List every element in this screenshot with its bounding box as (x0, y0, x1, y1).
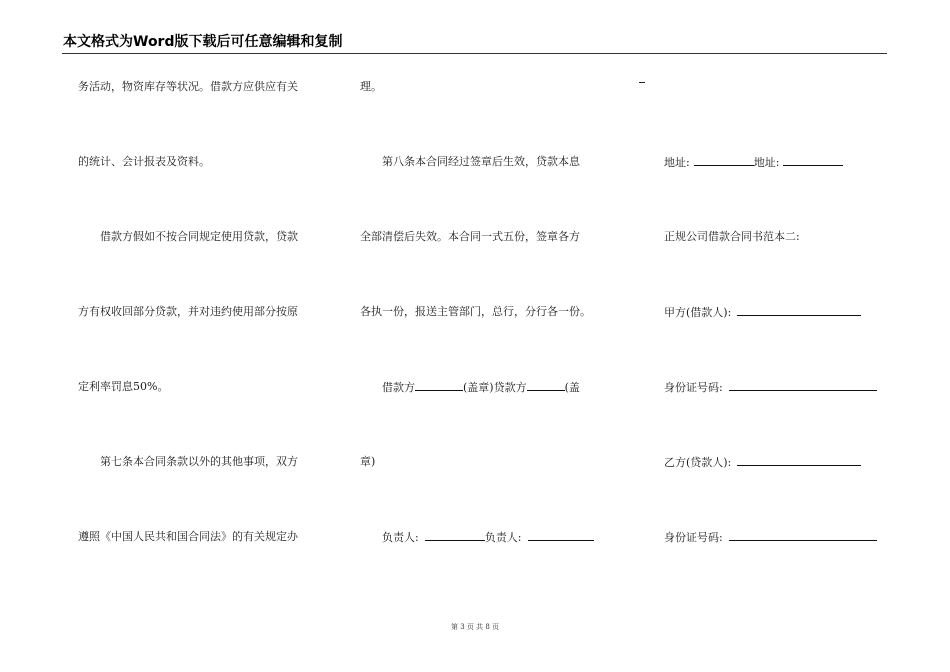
left-line-7: 遵照《中国人民共和国合同法》的有关规定办 (78, 530, 298, 543)
left-line-1: 务活动，物资库存等状况。借款方应供应有关 (78, 80, 298, 93)
right-line-5 (664, 455, 861, 470)
seal-suffix: (盖 (564, 381, 580, 394)
party-b-blank (737, 455, 861, 466)
page-number-footer: 第 3 页 共 8 页 (450, 623, 500, 631)
page-header-title: 本文格式为Word版下载后可任意编辑和复制 (63, 34, 343, 50)
address-label-1: 地址: (664, 156, 690, 169)
borrower-seal-blank (415, 380, 463, 391)
responsible-person-blank-1 (425, 530, 485, 541)
left-line-5: 定利率罚息50%。 (78, 380, 169, 393)
address-blank-2 (783, 155, 843, 166)
borrower-seal-label: 借款方 (382, 381, 415, 394)
middle-line-1: 理。 (360, 80, 382, 93)
left-line-4: 方有权收回部分贷款，并对违约使用部分按原 (78, 305, 298, 318)
id-number-blank-1 (729, 380, 877, 391)
right-line-1 (664, 155, 843, 170)
id-number-blank-2 (729, 530, 877, 541)
right-line-4 (664, 380, 877, 395)
lender-seal-label: (盖章)贷款方 (463, 381, 527, 394)
party-a-label: 甲方(借款人): (664, 306, 732, 319)
middle-line-7 (382, 530, 594, 545)
responsible-person-blank-2 (528, 530, 594, 541)
responsible-person-label-1: 负责人: (382, 531, 419, 544)
header-divider (62, 53, 887, 54)
right-line-2: 正规公司借款合同书范本二: (664, 230, 800, 243)
right-line-3 (664, 305, 861, 320)
left-line-2: 的统计、会计报表及资料。 (78, 155, 210, 168)
address-blank-1 (694, 155, 754, 166)
party-b-label: 乙方(贷款人): (664, 456, 732, 469)
middle-line-3: 全部清偿后失效。本合同一式五份，签章各方 (360, 230, 580, 243)
address-label-2: 地址: (753, 156, 780, 169)
id-number-label-2: 身份证号码: (664, 531, 723, 544)
lender-seal-blank (527, 380, 565, 391)
party-a-blank (737, 305, 861, 316)
middle-line-6: 章) (360, 455, 376, 468)
right-line-6 (664, 530, 877, 545)
responsible-person-label-2: 负责人: (484, 531, 522, 544)
middle-line-2: 第八条本合同经过签章后生效，贷款本息 (382, 155, 580, 168)
left-line-6: 第七条本合同条款以外的其他事项，双方 (100, 455, 298, 468)
stray-dash-mark (639, 82, 645, 83)
left-line-3: 借款方假如不按合同规定使用贷款，贷款 (100, 230, 298, 243)
id-number-label-1: 身份证号码: (664, 381, 723, 394)
middle-line-5 (382, 380, 580, 395)
middle-line-4: 各执一份，报送主管部门，总行，分行各一份。 (360, 305, 591, 318)
